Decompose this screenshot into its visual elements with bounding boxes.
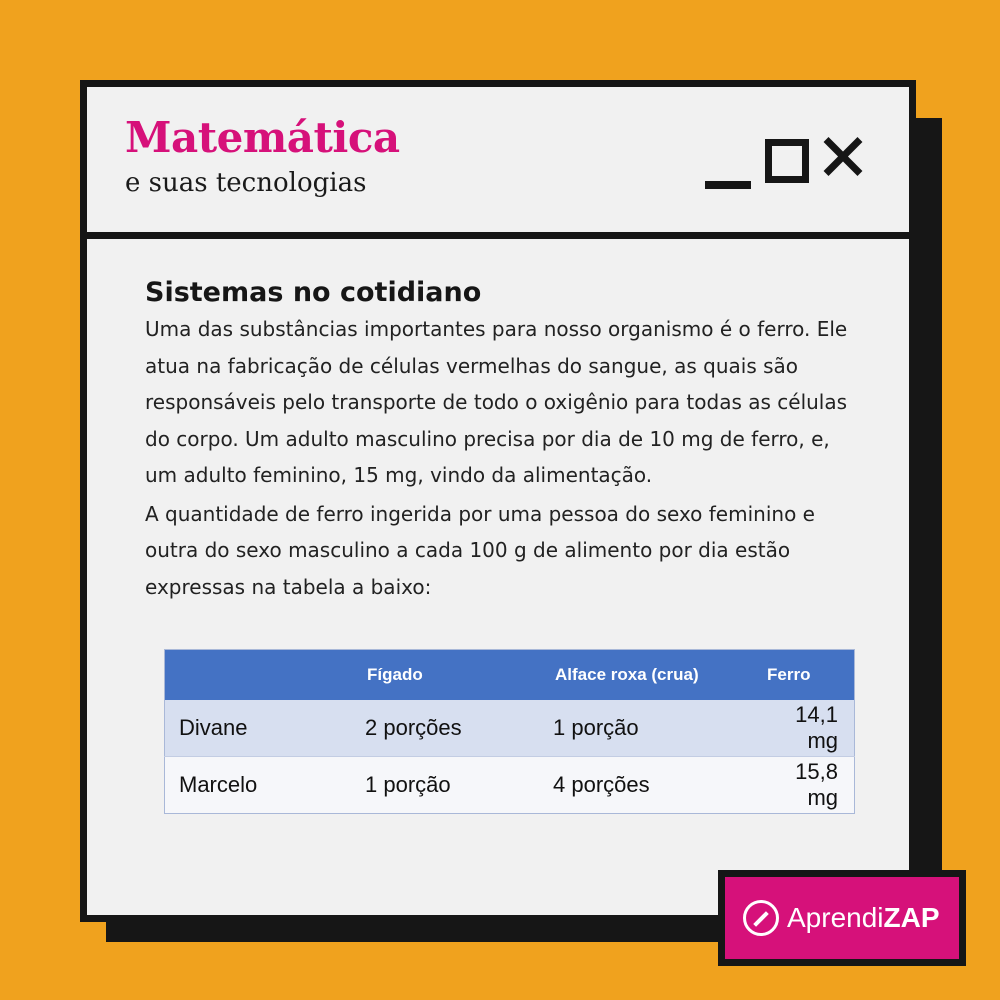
paragraph-table-intro: A quantidade de ferro ingerida por uma pessoa do sexo feminino e outra do sexo masculino a cada 100 g de alimento por dia estão expressas na tabela a baixo: [145, 501, 815, 599]
minimize-icon[interactable] [705, 181, 751, 189]
cell-alface: 1 porção [539, 700, 751, 757]
header-cell-ferro: Ferro [751, 650, 855, 701]
cell-ferro: 15,8 mg [751, 757, 855, 814]
cell-alface: 4 porções [539, 757, 751, 814]
cell-figado: 2 porções [351, 700, 539, 757]
header-cell-empty [165, 650, 352, 701]
cell-name: Marcelo [165, 757, 352, 814]
brand-name-regular: Aprendi [787, 902, 884, 933]
close-icon[interactable] [823, 137, 863, 177]
app-subtitle: e suas tecnologias [125, 168, 367, 198]
maximize-icon[interactable] [765, 139, 809, 183]
app-title: Matemática [125, 113, 400, 162]
content-area [145, 277, 865, 605]
chat-pencil-icon [743, 900, 779, 936]
table-row [165, 757, 855, 814]
brand-logo [718, 870, 966, 966]
iron-intake-table [164, 649, 855, 814]
brand-name [787, 902, 940, 934]
window [80, 80, 916, 922]
table-header-row [165, 650, 855, 701]
brand-name-bold: ZAP [883, 902, 940, 933]
header-cell-alface: Alface roxa (crua) [539, 650, 751, 701]
header-cell-figado: Fígado [351, 650, 539, 701]
table-row [165, 700, 855, 757]
cell-name: Divane [165, 700, 352, 757]
cell-figado: 1 porção [351, 757, 539, 814]
paragraph-intro: Uma das substâncias importantes para nosso organismo é o ferro. Ele atua na fabricação de células vermelhas do sangue, as quais são responsáveis pelo transporte de todo o oxigênio para todas as células do corpo. Um adulto masculino precisa por dia de 10 mg de ferro, e, um adulto feminino, 15 mg, vindo da alimentação. [145, 317, 848, 488]
section-heading: Sistemas no cotidiano [145, 277, 482, 308]
title-bar [87, 87, 909, 239]
cell-ferro: 14,1 mg [751, 700, 855, 757]
